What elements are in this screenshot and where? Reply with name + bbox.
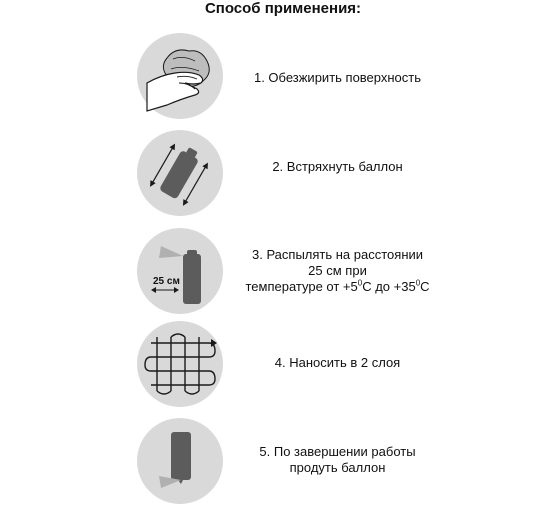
- two-layers-grid-icon: [137, 321, 223, 407]
- step-5-text: [230, 444, 445, 476]
- step-4: [0, 321, 560, 417]
- page-title: Способ применения:: [204, 0, 362, 17]
- purge-nozzle-icon: [137, 418, 223, 504]
- step-3-line-2: 25 см при: [308, 263, 367, 278]
- step-2-text: 2. Встряхнуть баллон: [272, 159, 403, 174]
- step-1: [0, 33, 560, 129]
- step-3-line-1: 3. Распылять на расстоянии: [251, 247, 424, 262]
- step-2: [0, 130, 560, 226]
- distance-label: 25 см: [153, 276, 180, 287]
- step-5-line-1: 5. По завершении работы: [259, 444, 416, 459]
- shake-can-icon: [137, 130, 223, 216]
- cleaning-hand-icon: [137, 33, 223, 119]
- step-5-line-2: продуть баллон: [289, 460, 386, 475]
- spray-distance-icon: [137, 228, 223, 314]
- step-4-text: 4. Наносить в 2 слоя: [274, 355, 401, 370]
- step-3: [0, 228, 560, 324]
- step-3-line-3: температуре от $+5^0C$ до $+35^0C$: [245, 278, 430, 294]
- step-5: [0, 418, 560, 514]
- step-3-text: [230, 247, 445, 295]
- step-1-text: 1. Обезжирить поверхность: [253, 70, 422, 85]
